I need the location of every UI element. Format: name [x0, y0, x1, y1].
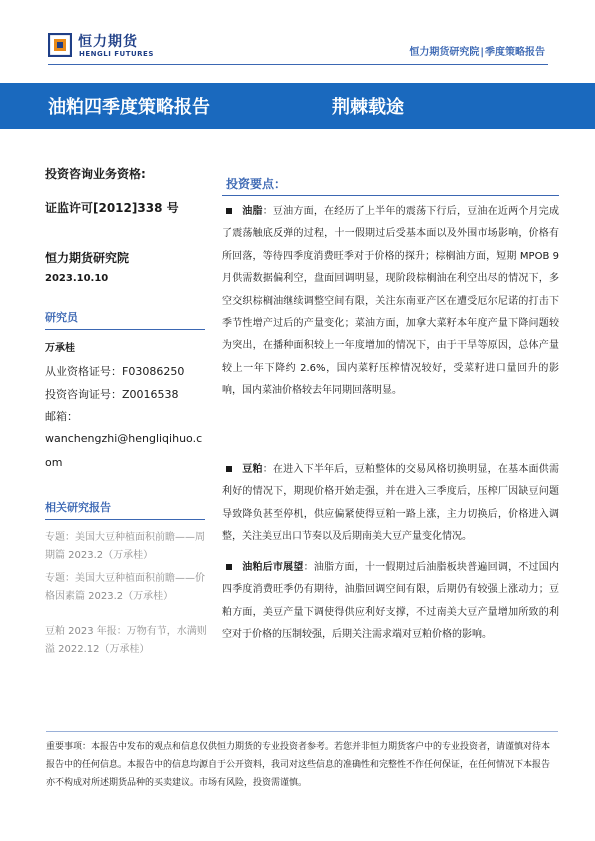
key-point-soymeal: [222, 459, 559, 549]
email-address-line1[interactable]: wanchengzhi@hengliqihuo.c: [45, 432, 203, 445]
key-point-text: ：在进入下半年后，豆粕整体的交易风格切换明显，在基本面供需利好的情况下，期现价格开始走强，并在进入三季度后，压榨厂因缺豆问题导致降负甚至停机，供应偏紧使得豆粕一路上涨，主力切换后，价格进入调整，关注美豆出口节奏以及后期南美大豆产量变化情况。: [222, 464, 560, 543]
key-points-divider: [222, 195, 559, 196]
analyst-name: 万承桂: [45, 343, 75, 354]
email-label: 邮箱：: [45, 410, 78, 423]
related-report-item[interactable]: 专题：美国大豆种植面积前瞻——周期篇 2023.2（万承桂）: [45, 532, 205, 561]
header-divider: [48, 64, 548, 65]
related-report-item[interactable]: 专题：美国大豆种植面积前瞻——价格因素篇 2023.2（万承桂）: [45, 573, 205, 602]
disclaimer-text: 重要事项：本报告中发布的观点和信息仅供恒力期货的专业投资者参考。若您并非恒力期货客户中的专业投资者，请谨慎对待本报告中的任何信息。本报告中的信息均源自于公开资料，我司对这些信息的准确性和完整性不作任何保证，在任何情况下本报告亦不构成对所述期货品种的买卖建议。市场有风险，投资需谨慎。: [46, 742, 551, 788]
qualification-license: 证监许可[2012]338 号: [45, 201, 179, 215]
hengli-logo-icon: [48, 33, 72, 57]
logo-text-en: HENGLI FUTURES: [79, 50, 154, 58]
report-date: 2023.10.10: [45, 273, 109, 284]
key-point-title: 油脂: [242, 206, 263, 217]
key-point-text: ：豆油方面，在经历了上半年的震荡下行后，豆油在近两个月完成了震荡触底反弹的过程，十一假期过后受基本面以及外围市场影响，价格有所回落，等待四季度消费旺季对于价格的探升；棕榈油方面，短期 MPOB 9 月供需数据偏利空，盘面回调明显，现阶段棕榈油在利空出尽的情况下，多空交织棕榈油继续调整空间有限，关注东南亚产区在遭受厄尔尼诺的打击下季节性增产过后的产量变化；菜油方面，加拿大菜籽本年度产量下降问题较为突出，在播种面积较上一年度增加的情况下，由于干旱等原因，总体产量较上一年下降约 2.6%，国内菜籽压榨情况较好，受菜籽进口量回升的影响，国内菜油价格较去年同期回落明显。: [222, 206, 560, 397]
bullet-icon: [226, 564, 232, 570]
advisory-cert: 投资咨询证号：Z0016538: [45, 388, 179, 401]
title-banner: [0, 83, 595, 129]
institute-label: 恒力期货研究院: [409, 47, 480, 58]
practice-cert: 从业资格证号：F03086250: [45, 365, 185, 378]
key-point-title: 豆粕: [242, 464, 263, 475]
header-separator: |: [480, 47, 484, 58]
logo-text-cn: 恒力期货: [78, 34, 138, 50]
email-address-line2[interactable]: om: [45, 456, 63, 469]
bullet-icon: [226, 208, 232, 214]
key-point-outlook: [222, 557, 559, 647]
related-report-item[interactable]: 豆粕 2023 年报：万物有节，水满则溢 2022.12（万承桂）: [45, 626, 207, 655]
key-points-heading: 投资要点：: [226, 177, 287, 191]
researcher-heading: 研究员: [45, 311, 78, 324]
disclaimer-divider: [46, 731, 558, 732]
qualification-title: 投资咨询业务资格:: [45, 167, 146, 181]
related-reports-divider: [45, 519, 205, 520]
researcher-divider: [45, 329, 205, 330]
company-logo: [48, 30, 158, 64]
report-title: 油粕四季度策略报告: [48, 97, 210, 118]
institute-name: 恒力期货研究院: [45, 251, 130, 265]
report-type-label: 季度策略报告: [485, 47, 545, 58]
key-point-oils: [222, 201, 559, 403]
key-point-text: ：油脂方面，十一假期过后油脂板块普遍回调，不过国内四季度消费旺季仍有期待，油脂回调空间有限，后期仍有较强上涨动力；豆粕方面，美豆产量下调使得供应利好支撑，不过南美大豆产量增加所致的利空对于价格的压制较强，后期关注需求端对豆粕价格的影响。: [222, 562, 560, 641]
report-category: [409, 43, 545, 58]
report-subtitle: 荆棘载途: [332, 97, 404, 118]
bullet-icon: [226, 466, 232, 472]
key-point-title: 油粕后市展望: [242, 562, 304, 573]
page-header: [0, 0, 595, 70]
related-reports-heading: 相关研究报告: [45, 501, 111, 514]
